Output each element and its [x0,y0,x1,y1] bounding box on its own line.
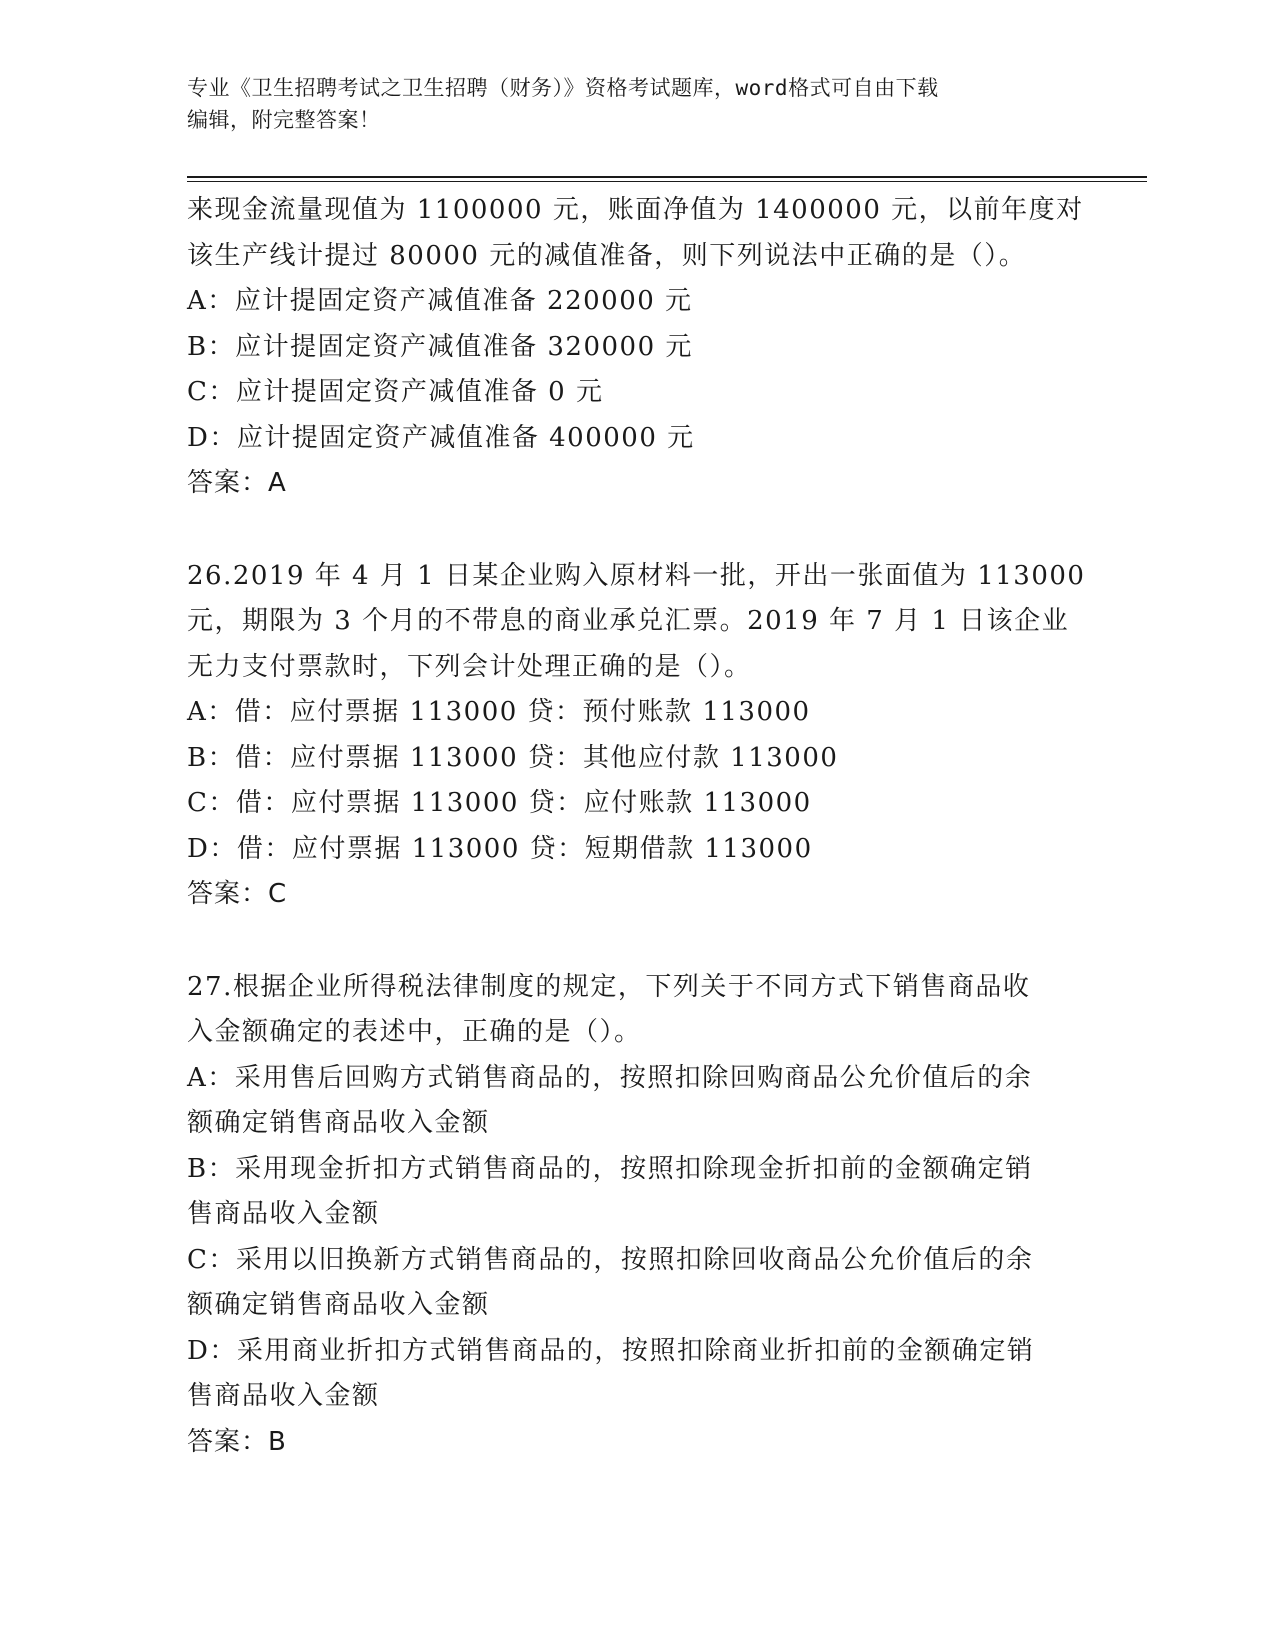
option-a-continued: 额确定销售商品收入金额 [187,1108,490,1138]
question-text: 26.2019 年 4 月 1 日某企业购入原材料一批，开出一张面值为 113000 [187,560,1086,591]
header-line: 专业《卫生招聘考试之卫生招聘（财务）》资格考试题库，word格式可自由下载 [187,76,939,100]
option-a: A：采用售后回购方式销售商品的，按照扣除回购商品公允价值后的余 [187,1062,1033,1093]
option-d: D：采用商业折扣方式销售商品的，按照扣除商业折扣前的金额确定销 [187,1335,1035,1366]
option-c: C：采用以旧换新方式销售商品的，按照扣除回收商品公允价值后的余 [187,1244,1034,1275]
option-d: D：应计提固定资产减值准备 400000 元 [187,422,695,453]
question-text: 该生产线计提过 80000 元的减值准备，则下列说法中正确的是（）。 [187,240,1027,271]
option-d-continued: 售商品收入金额 [187,1381,380,1411]
option-d: D：借：应付票据 113000 贷：短期借款 113000 [187,833,813,864]
option-b: B：采用现金折扣方式销售商品的，按照扣除现金折扣前的金额确定销 [187,1153,1033,1184]
option-c-continued: 额确定销售商品收入金额 [187,1290,490,1320]
option-b-continued: 售商品收入金额 [187,1199,380,1229]
header-divider-thick [187,176,1147,178]
document-header [187,72,1077,136]
option-b: B：借：应付票据 113000 贷：其他应付款 113000 [187,742,839,773]
question-block [187,188,1087,507]
question-text: 元，期限为 3 个月的不带息的商业承兑汇票。2019 年 7 月 1 日该企业 [187,606,1070,636]
header-line: 编辑，附完整答案！ [187,108,381,132]
question-text: 来现金流量现值为 1100000 元，账面净值为 1400000 元，以前年度对 [187,195,1084,225]
option-c: C：应计提固定资产减值准备 0 元 [187,377,604,407]
option-a: A：应计提固定资产减值准备 220000 元 [187,286,693,316]
option-a: A：借：应付票据 113000 贷：预付账款 113000 [187,697,811,727]
option-b: B：应计提固定资产减值准备 320000 元 [187,331,693,362]
answer-label: 答案：B [187,1426,287,1457]
option-c: C：借：应付票据 113000 贷：应付账款 113000 [187,788,812,818]
question-text: 入金额确定的表述中，正确的是（）。 [187,1017,642,1047]
answer-label: 答案：C [187,879,288,909]
question-block [187,965,1087,1466]
document-body [187,188,1087,1512]
header-divider-thin [187,181,1147,182]
question-block [187,554,1087,918]
question-text: 无力支付票款时，下列会计处理正确的是（）。 [187,651,752,682]
question-text: 27.根据企业所得税法律制度的规定，下列关于不同方式下销售商品收 [187,971,1031,1002]
answer-label: 答案：A [187,468,287,498]
